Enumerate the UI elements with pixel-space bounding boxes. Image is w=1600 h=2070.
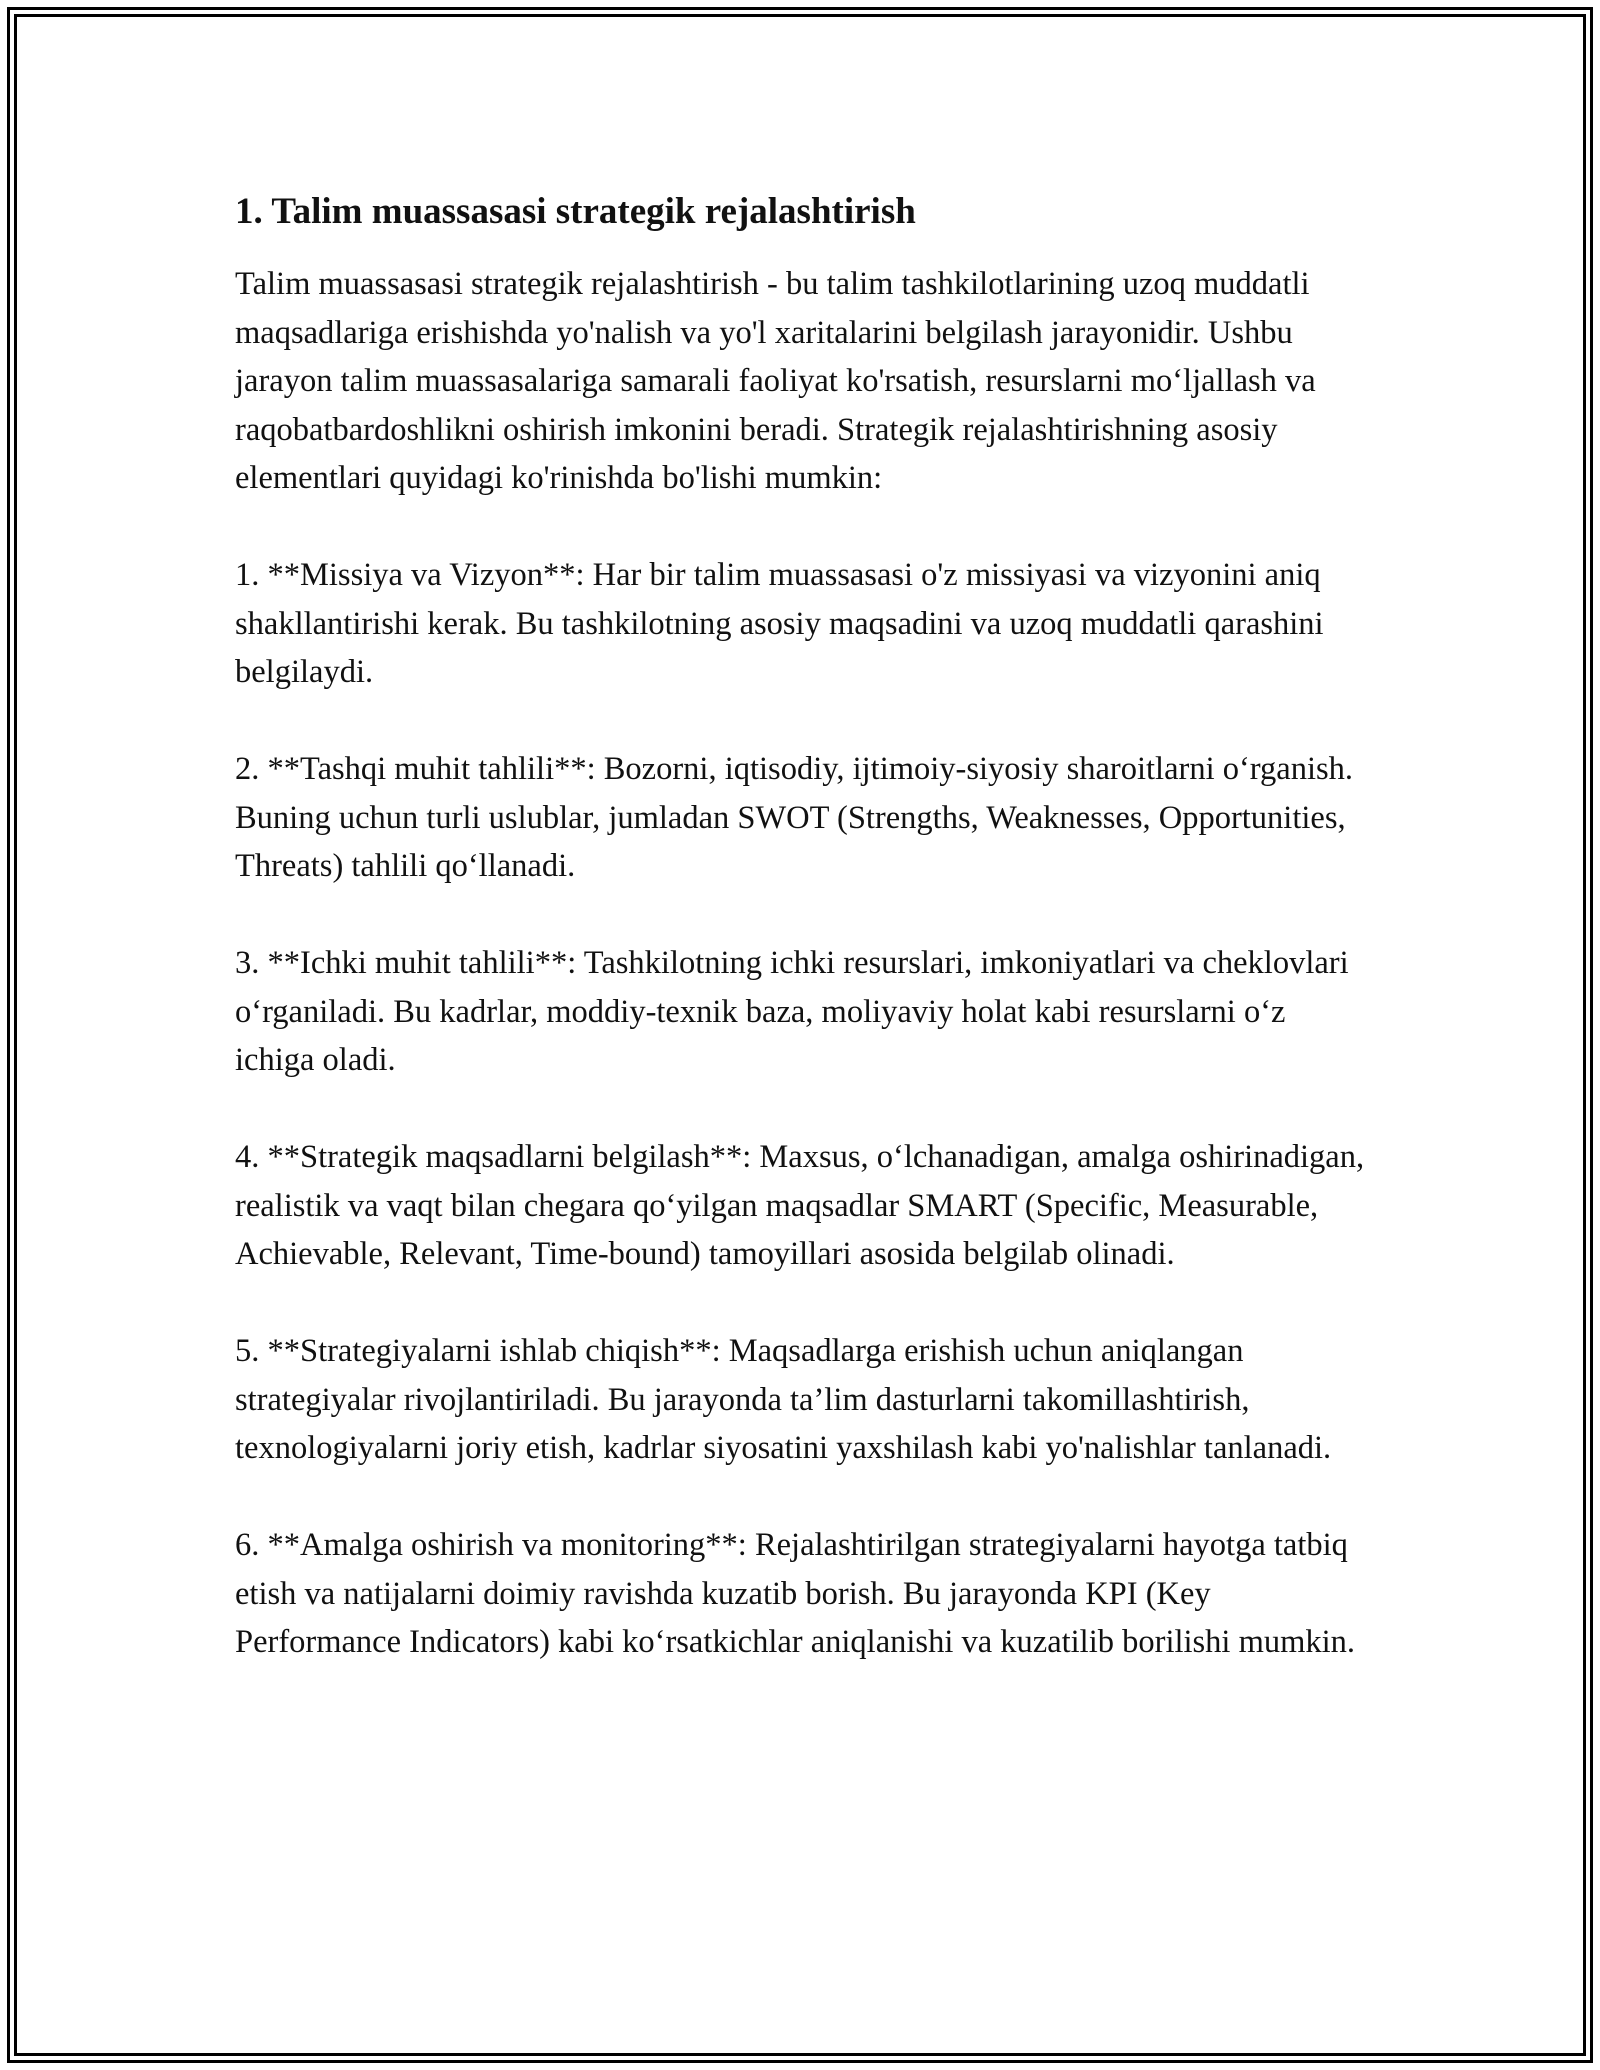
list-item-ichki-muhit: 3. **Ichki muhit tahlili**: Tashkilotning ichki resurslari, imkoniyatlari va cheklovlari o‘rganiladi. Bu kadrlar, moddiy-texnik baza, moliyaviy holat kabi resurslarni o‘z ichiga oladi. bbox=[235, 945, 1349, 1078]
list-item-monitoring: 6. **Amalga oshirish va monitoring**: Rejalashtirilgan strategiyalarni hayotga tatbiq etish va natijalarni doimiy ravishda kuzatib borish. Bu jarayonda KPI (Key Performance Indicators) kabi ko‘rsatkichlar aniqlanishi va kuzatilib borilishi mumkin. bbox=[235, 1527, 1356, 1660]
list-item-strategiyalar: 5. **Strategiyalarni ishlab chiqish**: Maqsadlarga erishish uchun aniqlangan strategiyalar rivojlantiriladi. Bu jarayonda ta’lim dasturlarni takomillashtirish, texnologiyalarni joriy etish, kadrlar siyosatini yaxshilash kabi yo'nalishlar tanlanadi. bbox=[235, 1333, 1332, 1466]
document-title: 1. Talim muassasasi strategik rejalashtirish bbox=[235, 191, 916, 232]
intro-paragraph: Talim muassasasi strategik rejalashtirish - bu talim tashkilotlarining uzoq muddatli maqsadlariga erishishda yo'nalish va yo'l xaritalarini belgilash jarayonidir. Ushbu jarayon talim muassasalariga samarali faoliyat ko'rsatish, resurslarni mo‘ljallash va raqobatbardoshlikni oshirish imkonini beradi. Strategik rejalashtirishning asosiy elementlari quyidagi ko'rinishda bo'lishi mumkin: bbox=[235, 266, 1316, 496]
list-item-strategik-maqsadlar: 4. **Strategik maqsadlarni belgilash**: Maxsus, o‘lchanadigan, amalga oshirinadigan, realistik va vaqt bilan chegara qo‘yilgan maqsadlar SMART (Specific, Measurable, Achievable, Relevant, Time-bound) tamoyillari asosida belgilab olinadi. bbox=[235, 1139, 1365, 1272]
document-body bbox=[235, 184, 1365, 1715]
list-item-missiya: 1. **Missiya va Vizyon**: Har bir talim muassasasi o'z missiyasi va vizyonini aniq shakllantirishi kerak. Bu tashkilotning asosiy maqsadini va uzoq muddatli qarashini belgilaydi. bbox=[235, 557, 1324, 690]
list-item-tashqi-muhit: 2. **Tashqi muhit tahlili**: Bozorni, iqtisodiy, ijtimoiy-siyosiy sharoitlarni o‘rganish. Buning uchun turli uslublar, jumladan SWOT (Strengths, Weaknesses, Opportunities, Threats) tahlili qo‘llanadi. bbox=[235, 751, 1354, 884]
